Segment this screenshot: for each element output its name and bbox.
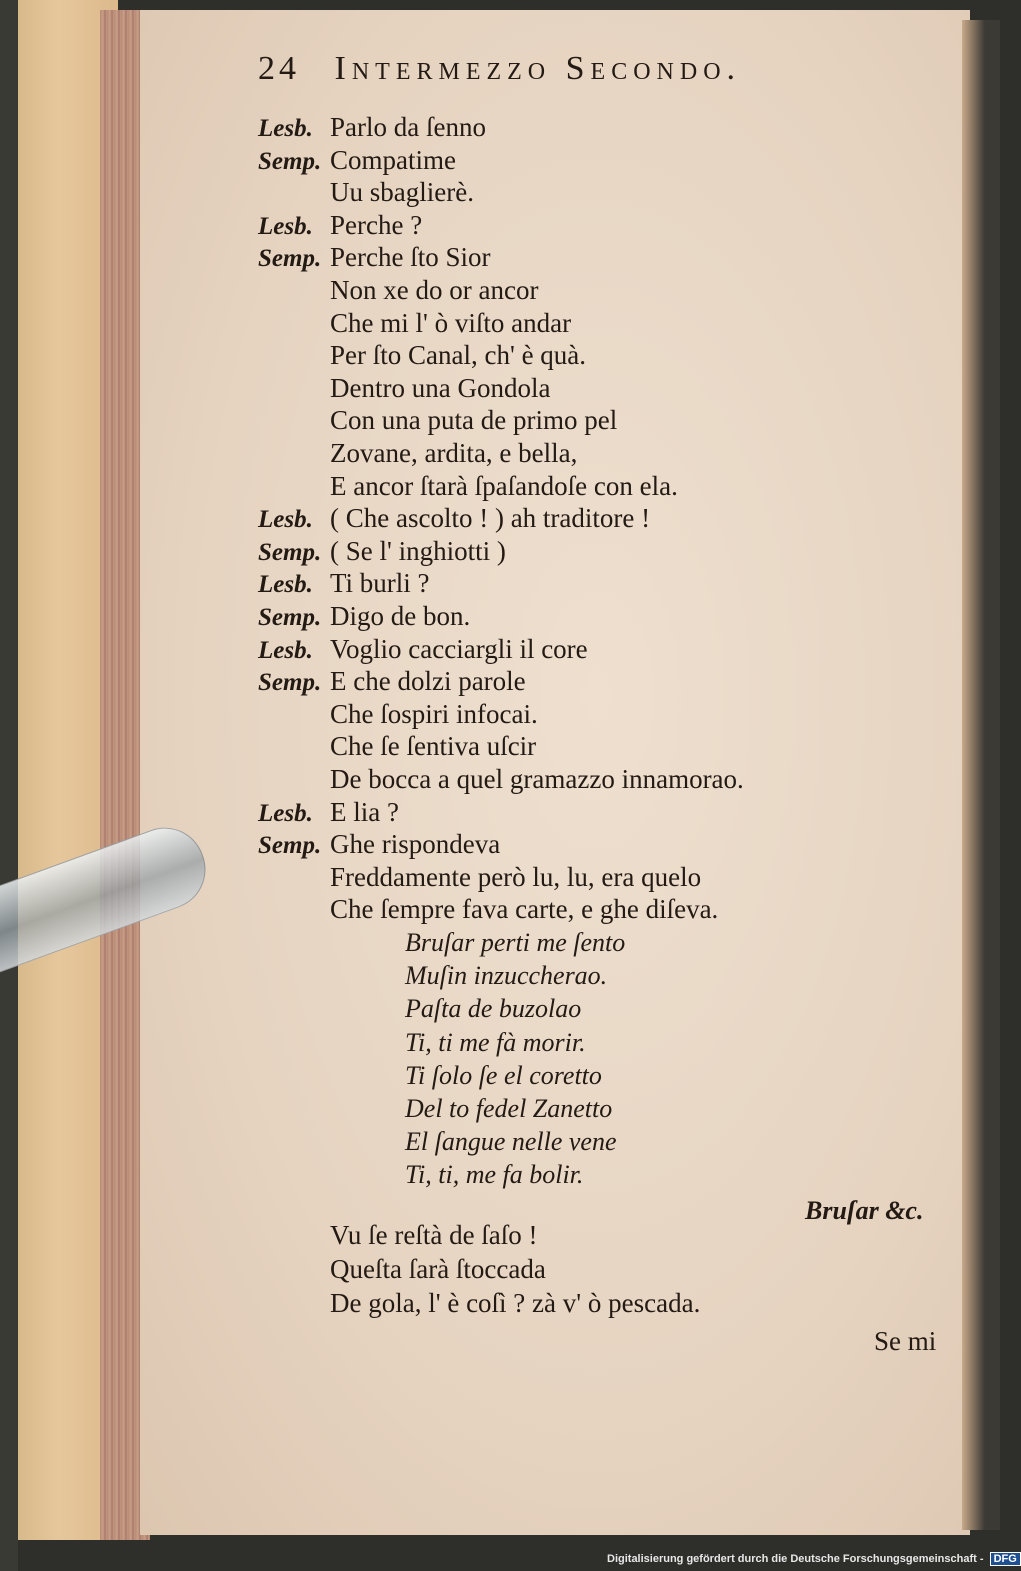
- speaker-label: Semp.: [258, 669, 322, 697]
- verse-text: Perche ſto Sior: [330, 242, 491, 273]
- verse-text: E che dolzi parole: [330, 666, 526, 697]
- verse-line: [258, 143, 456, 177]
- verse-text: Che ſospiri infocai.: [330, 698, 538, 729]
- verse-line: [258, 697, 538, 731]
- aria-line: Ti ſolo ſe el coretto: [405, 1060, 602, 1090]
- aria-line: Paſta de buzolao: [405, 994, 582, 1024]
- verse-text: Che mi l' ò viſto andar: [330, 307, 572, 338]
- verse-line: [258, 860, 701, 894]
- verse-line: [258, 566, 430, 600]
- verse-text: De bocca a quel gramazzo innamorao.: [330, 764, 744, 794]
- page-gutter: [962, 20, 1000, 1530]
- speaker-label: Semp.: [258, 245, 322, 273]
- aria-line: Ti, ti, me fa bolir.: [405, 1160, 584, 1190]
- page-number: 24: [258, 50, 300, 87]
- speaker-label: Lesb.: [258, 212, 313, 240]
- aria-line: Muſin inzuccherao.: [405, 961, 608, 991]
- verse-text: Freddamente però lu, lu, era quelo: [330, 861, 702, 892]
- verse-text: Con una puta de primo pel: [330, 405, 618, 436]
- aria-line: Bruſar perti me ſento: [405, 928, 626, 957]
- dfg-logo: DFG: [990, 1552, 1021, 1566]
- speaker-label: Lesb.: [258, 636, 313, 664]
- verse-line: [258, 632, 588, 666]
- speaker-label: Semp.: [258, 147, 322, 175]
- verse-line: [258, 436, 577, 470]
- closing-line: De gola, l' è coſì ? zà v' ò pescada.: [330, 1288, 701, 1318]
- verse-text: Uu sbaglierè.: [330, 177, 474, 208]
- verse-line: [258, 240, 490, 274]
- verse-line: [258, 110, 486, 144]
- verse-line: [258, 729, 536, 763]
- verse-text: Zovane, ardita, e bella,: [330, 438, 578, 468]
- verse-line: [258, 664, 526, 698]
- verse-line: [258, 501, 650, 535]
- scan-background: [0, 0, 18, 1571]
- speaker-label: Semp.: [258, 604, 322, 631]
- running-title: Intermezzo Secondo.: [334, 50, 742, 87]
- verse-line: [258, 469, 678, 503]
- digitization-credit: [607, 1552, 1021, 1566]
- verse-text: Non xe do or ancor: [330, 275, 539, 305]
- verse-text: E lia ?: [330, 796, 399, 827]
- catchword: Se mi: [874, 1326, 937, 1356]
- verse-text: Voglio cacciargli il core: [330, 633, 588, 664]
- verse-line: [258, 371, 550, 405]
- verse-line: [258, 306, 571, 340]
- aria-line: El ſangue nelle vene: [405, 1127, 617, 1157]
- speaker-label: Lesb.: [258, 571, 313, 599]
- verse-line: [258, 762, 744, 796]
- aria-line: Del to fedel Zanetto: [405, 1094, 613, 1123]
- verse-text: Parlo da ſenno: [330, 112, 486, 142]
- verse-line: [258, 175, 474, 209]
- closing-line: Vu ſe reſtà de ſaſo !: [330, 1220, 538, 1250]
- verse-text: Digo de bon.: [330, 601, 471, 631]
- verse-text: E ancor ſtarà ſpaſandoſe con ela.: [330, 470, 678, 501]
- verse-line: [258, 273, 538, 307]
- speaker-label: Lesb.: [258, 506, 313, 534]
- speaker-label: Lesb.: [258, 799, 313, 827]
- closing-line: Queſta ſarà ſtoccada: [330, 1254, 546, 1284]
- verse-line: [258, 795, 399, 829]
- aria-cue: Bruſar &c.: [805, 1196, 924, 1225]
- running-header: [258, 50, 741, 88]
- verse-text: ( Che ascolto ! ) ah traditore !: [330, 503, 651, 534]
- verse-text: ( Se l' inghiotti ): [330, 535, 506, 566]
- aria-line: Ti, ti me fà morir.: [405, 1027, 586, 1057]
- verse-text: Che ſe ſentiva uſcir: [330, 731, 537, 762]
- verse-line: [258, 208, 422, 242]
- verse-line: [258, 599, 470, 633]
- verse-text: Ghe rispondeva: [330, 829, 501, 860]
- verse-text: Perche ?: [330, 209, 423, 240]
- speaker-label: Lesb.: [258, 115, 313, 142]
- verse-line: [258, 892, 718, 926]
- speaker-label: Semp.: [258, 832, 322, 860]
- verse-line: [258, 403, 617, 437]
- credit-text: Digitalisierung gefördert durch die Deutsche Forschungsgemeinschaft -: [607, 1553, 984, 1565]
- verse-text: Che ſempre fava carte, e ghe diſeva.: [330, 894, 719, 925]
- verse-line: [258, 827, 500, 861]
- speaker-label: Semp.: [258, 538, 322, 566]
- verse-text: Compatime: [330, 144, 456, 175]
- verse-line: [258, 534, 506, 568]
- verse-text: Per ſto Canal, ch' è quà.: [330, 340, 587, 371]
- verse-text: Dentro una Gondola: [330, 372, 551, 403]
- verse-text: Ti burli ?: [330, 568, 430, 599]
- verse-line: [258, 338, 586, 372]
